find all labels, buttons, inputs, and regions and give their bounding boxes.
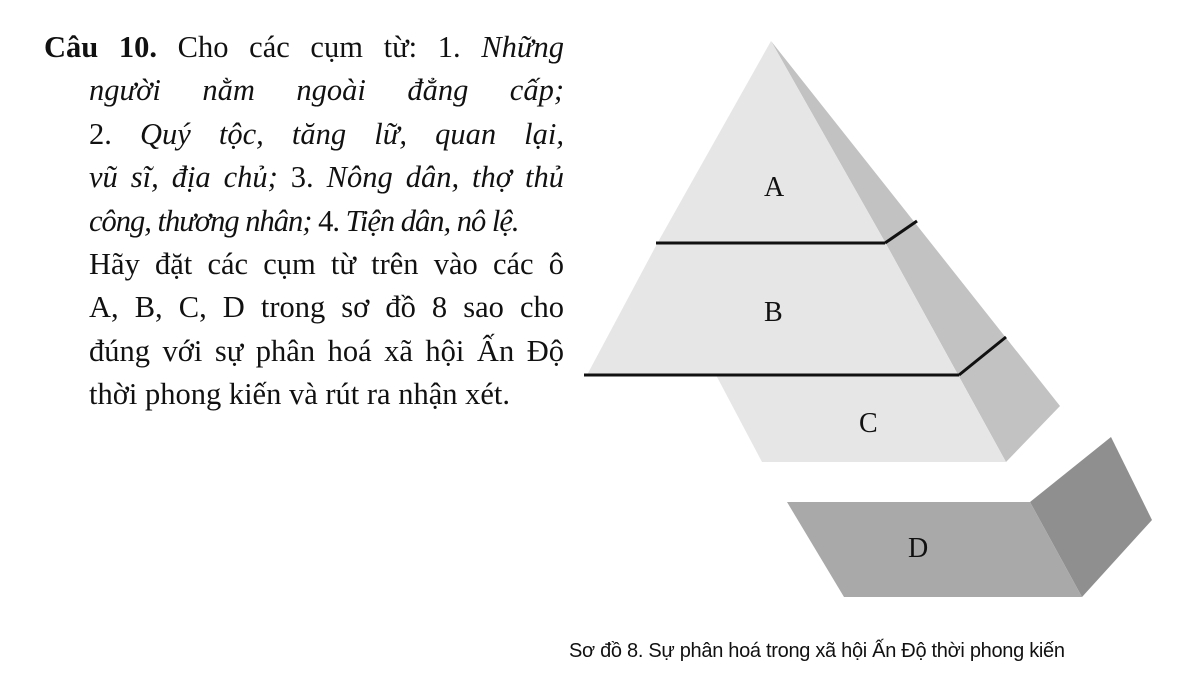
item-3-part-b: công, thương nhân; <box>89 203 312 238</box>
item-4-number: 4. <box>318 203 339 238</box>
tier-d-face <box>787 502 1082 597</box>
diagram-caption: Sơ đồ 8. Sự phân hoá trong xã hội Ấn Độ thời phong kiến <box>569 640 1065 662</box>
item-3-part-a: Nông dân, thợ thủ <box>326 160 564 195</box>
question-line-7: A, B, C, D trong sơ đồ 8 sao cho <box>89 290 564 325</box>
item-3-number: 3. <box>290 160 314 195</box>
item-1-part-b: người nằm ngoài đẳng cấp; <box>89 73 564 108</box>
question-number: Câu 10. <box>44 30 158 64</box>
tier-a-face <box>658 41 885 242</box>
item-1-part-a: Những <box>481 30 564 64</box>
item-2-part-b: vũ sĩ, địa chủ; <box>89 160 278 195</box>
item-2-number: 2. <box>89 116 112 151</box>
label-a: A <box>764 172 785 203</box>
label-c: C <box>859 408 878 439</box>
question-line-9: thời phong kiến và rút ra nhận xét. <box>89 377 510 412</box>
question-intro: Cho các cụm từ: 1. <box>177 30 461 64</box>
label-d: D <box>908 533 929 564</box>
label-b: B <box>764 297 783 328</box>
item-4-text: Tiện dân, nô lệ. <box>345 203 519 238</box>
question-line-6: Hãy đặt các cụm từ trên vào các ô <box>89 247 564 282</box>
item-2-part-a: Quý tộc, tăng lữ, quan lại, <box>139 116 564 151</box>
question-line-8: đúng với sự phân hoá xã hội Ấn Độ <box>89 333 564 368</box>
